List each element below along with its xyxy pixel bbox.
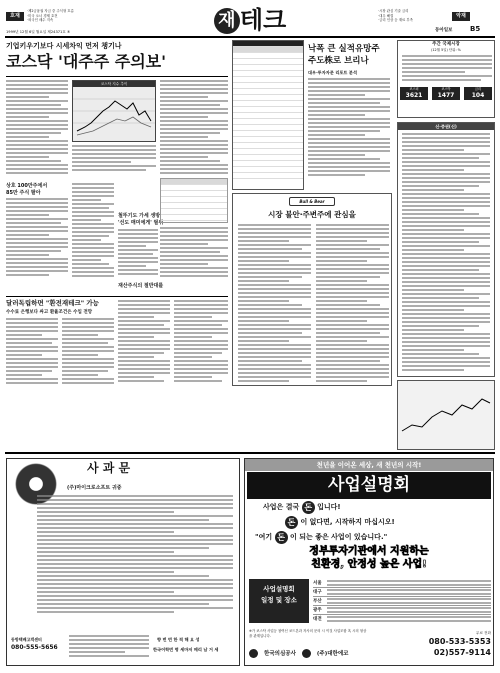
apology-notice <box>6 458 240 666</box>
article2-col3 <box>118 300 170 386</box>
page-number: B5 <box>470 25 481 33</box>
kpi-value: 104 <box>471 92 485 99</box>
ad-title: 사업설명회 <box>247 472 491 499</box>
ad-tagline-1: 정부투자기관에서 지원하는 <box>309 546 429 557</box>
contact-label: 무료 전화 <box>475 631 491 635</box>
schedule-details <box>327 588 491 597</box>
schedule-row <box>313 615 491 624</box>
schedule-box-title: 사업설명회 일정 및 장소 <box>249 579 309 623</box>
schedule-details <box>327 615 491 624</box>
subhead-3: 재산주식의 절반대를 <box>118 283 164 289</box>
bad-news-item: ·시장 관심 기술 금리 <box>378 9 409 13</box>
issue-date: 1999년 12월 6일 월요일 제24371호 ⑤ <box>6 30 71 34</box>
apology-signoff-2: 한국어학번 명 세마저 메리 남 거 세 <box>153 647 219 652</box>
article2-headline: 달러독립하면 "환전재테크" 가능 <box>6 299 99 307</box>
apology-footer-phone: 080-555-5656 <box>11 644 58 651</box>
bull-bear-label: Bull & Bear <box>289 197 335 206</box>
article-body-col1 <box>6 80 68 175</box>
bad-news-badge: 악재 <box>452 12 470 21</box>
schedule-table <box>313 579 491 625</box>
bad-news-item: ·대우 해결 <box>378 13 394 18</box>
schedule-details <box>327 597 491 606</box>
section-title-rest: 테크 <box>239 6 287 34</box>
kpi-label: 금리 <box>474 87 482 91</box>
section-title <box>205 4 295 36</box>
ad-line-2-post: 이 없다면, 시작하지 마십시오! <box>300 518 395 526</box>
kpi-row <box>398 87 494 100</box>
bull-bear-column <box>232 193 392 386</box>
sponsor-logo-icon <box>302 649 311 658</box>
subhead-1-text: 상호 100만주에서 <box>6 183 48 189</box>
ad-contact <box>397 631 491 658</box>
right-headline: 낙폭 큰 실적유망주 <box>308 44 380 54</box>
article2-subhead: 수수료 은행보다 싸고 환율조건은 수입 전망 <box>6 310 93 315</box>
article-body-col1b <box>6 198 68 278</box>
kpi-card <box>400 87 428 100</box>
paper-name: 동아일보 <box>435 28 453 33</box>
schedule-region: 대전 <box>313 617 322 622</box>
schedule-row <box>313 579 491 588</box>
schedule-region: 서울 <box>313 581 322 586</box>
apology-footer-org: 동방택배고객센터 <box>11 637 42 642</box>
article-body-col3b <box>160 227 228 278</box>
schedule-details <box>327 606 491 615</box>
ad-section-rule <box>5 452 495 454</box>
schedule-row <box>313 588 491 597</box>
schedule-row <box>313 597 491 606</box>
market-summary-date: (12월 5일) 단위: % <box>431 48 461 52</box>
index-chart <box>72 80 156 142</box>
ad-line-2 <box>245 515 493 530</box>
kpi-label: 코스피 <box>409 87 419 91</box>
apology-title: 사 과 문 <box>87 461 131 475</box>
good-news-item: ·제2금융권 자금 중 주식형 흐름 <box>27 9 74 13</box>
ad-line-3-post: 이 되는 좋은 사업이 있습니다." <box>290 533 388 541</box>
schedule-region: 광주 <box>313 608 322 613</box>
listings-text <box>402 133 490 373</box>
market-summary-text <box>402 55 492 85</box>
bull-bear-headline: 시장 불안·주변주에 관심을 <box>268 210 356 219</box>
good-news-item: ·외국인 매수 지속 <box>27 18 54 23</box>
article-body-col2b <box>72 183 114 278</box>
article2-col4 <box>174 300 228 386</box>
money-circle-icon: 돈 <box>302 501 315 514</box>
holder-table <box>160 178 228 223</box>
schedule-row <box>313 606 491 615</box>
chart-caption: 코스닥 지수 추이 <box>73 81 155 87</box>
article-kicker: 기업키우기보다 시세차익 먼저 챙기나 <box>6 42 122 50</box>
apology-signoff-1: 향 번 번 한 적 해 요 성 <box>157 637 200 642</box>
kpi-card <box>432 87 460 100</box>
article2-col2 <box>62 318 114 386</box>
money-circle-icon: 돈 <box>275 531 288 544</box>
kpi-label: 코스닥 <box>441 87 451 91</box>
schedule-details <box>327 579 491 588</box>
business-briefing-ad <box>244 458 494 666</box>
listings-title: 신·증권(신) <box>398 123 494 130</box>
ad-line-3 <box>245 530 493 545</box>
mini-chart <box>397 380 495 450</box>
good-news-badge: 호재 <box>6 12 24 21</box>
bad-news-list <box>378 9 448 23</box>
article2-col1 <box>6 318 58 386</box>
ad-line-1 <box>245 500 493 515</box>
apology-addressee: (주)마이크로소프트 귀중 <box>67 485 122 491</box>
kpi-value: 1477 <box>437 92 455 99</box>
masthead-rule <box>5 36 495 38</box>
ad-line-3-pre: "여기 <box>255 533 273 541</box>
good-news-item: ·미국 오너 경제 호전 <box>27 13 58 18</box>
subhead-2b: '선도 매미에게' 필위 <box>118 220 164 226</box>
headline-rule <box>6 76 228 77</box>
subhead-2: 철뚜기도 가세 생방 <box>118 213 161 219</box>
sponsor-logo-icon <box>249 649 258 658</box>
money-circle-icon: 돈 <box>285 516 298 529</box>
subhead-1b: 85만 주식 팔아 <box>6 190 41 196</box>
apology-body <box>37 495 233 615</box>
ad-line-1-pre: 사업은 결국 <box>263 503 300 511</box>
bad-news-item: ·금리 인상 등 재료 부족 <box>378 18 413 23</box>
kpi-card <box>464 87 492 100</box>
market-summary-box <box>397 40 495 118</box>
kpi-value: 3621 <box>405 92 423 99</box>
ad-top-banner: 천년을 이어온 세상, 새 천년의 시작! <box>245 459 493 471</box>
sponsor-2: (주)대한에코 <box>316 651 349 657</box>
schedule-region: 부산 <box>313 599 322 604</box>
ad-line-1-post: 입니다! <box>317 503 341 511</box>
ad-sponsors <box>249 649 348 659</box>
article-divider <box>6 296 228 297</box>
market-summary-title: 주간 국제시장 <box>432 42 460 47</box>
section-title-emblem: 재 <box>214 8 240 34</box>
stock-table <box>232 40 304 190</box>
chart-plot <box>73 87 155 141</box>
article-headline: 코스닥 '대주주 주의보' <box>6 52 167 71</box>
bull-bear-col1 <box>238 224 311 384</box>
article-body-col3 <box>160 80 228 175</box>
mini-chart-plot <box>398 381 494 449</box>
article-body-col2c <box>118 229 158 278</box>
ad-tagline-2: 친환경, 안정성 높은 사업! <box>311 559 427 570</box>
bull-bear-col2 <box>316 224 389 384</box>
right-article-body <box>308 78 390 178</box>
chart-note <box>72 145 156 175</box>
ad-footer-note: ※가 코스닥 사업등 참여신 코드본과 자사의 문의 시 이것 사업모합 혹 시의 형상을 관계입니다. <box>249 629 367 638</box>
apology-footer-text <box>69 635 149 659</box>
schedule-region: 대구 <box>313 590 322 595</box>
right-byline: 대우·투자자문 리포트 분석 <box>308 70 358 75</box>
sponsor-1: 한국의심공사 <box>264 651 296 657</box>
subhead-1 <box>6 183 47 189</box>
contact-phone-2: 02)557-9114 <box>433 648 491 657</box>
good-news-list <box>27 9 97 23</box>
contact-phone-1: 080-533-5353 <box>428 637 491 646</box>
listings-box <box>397 122 495 377</box>
right-headline-2: 주도株로 브리나 <box>308 56 369 66</box>
